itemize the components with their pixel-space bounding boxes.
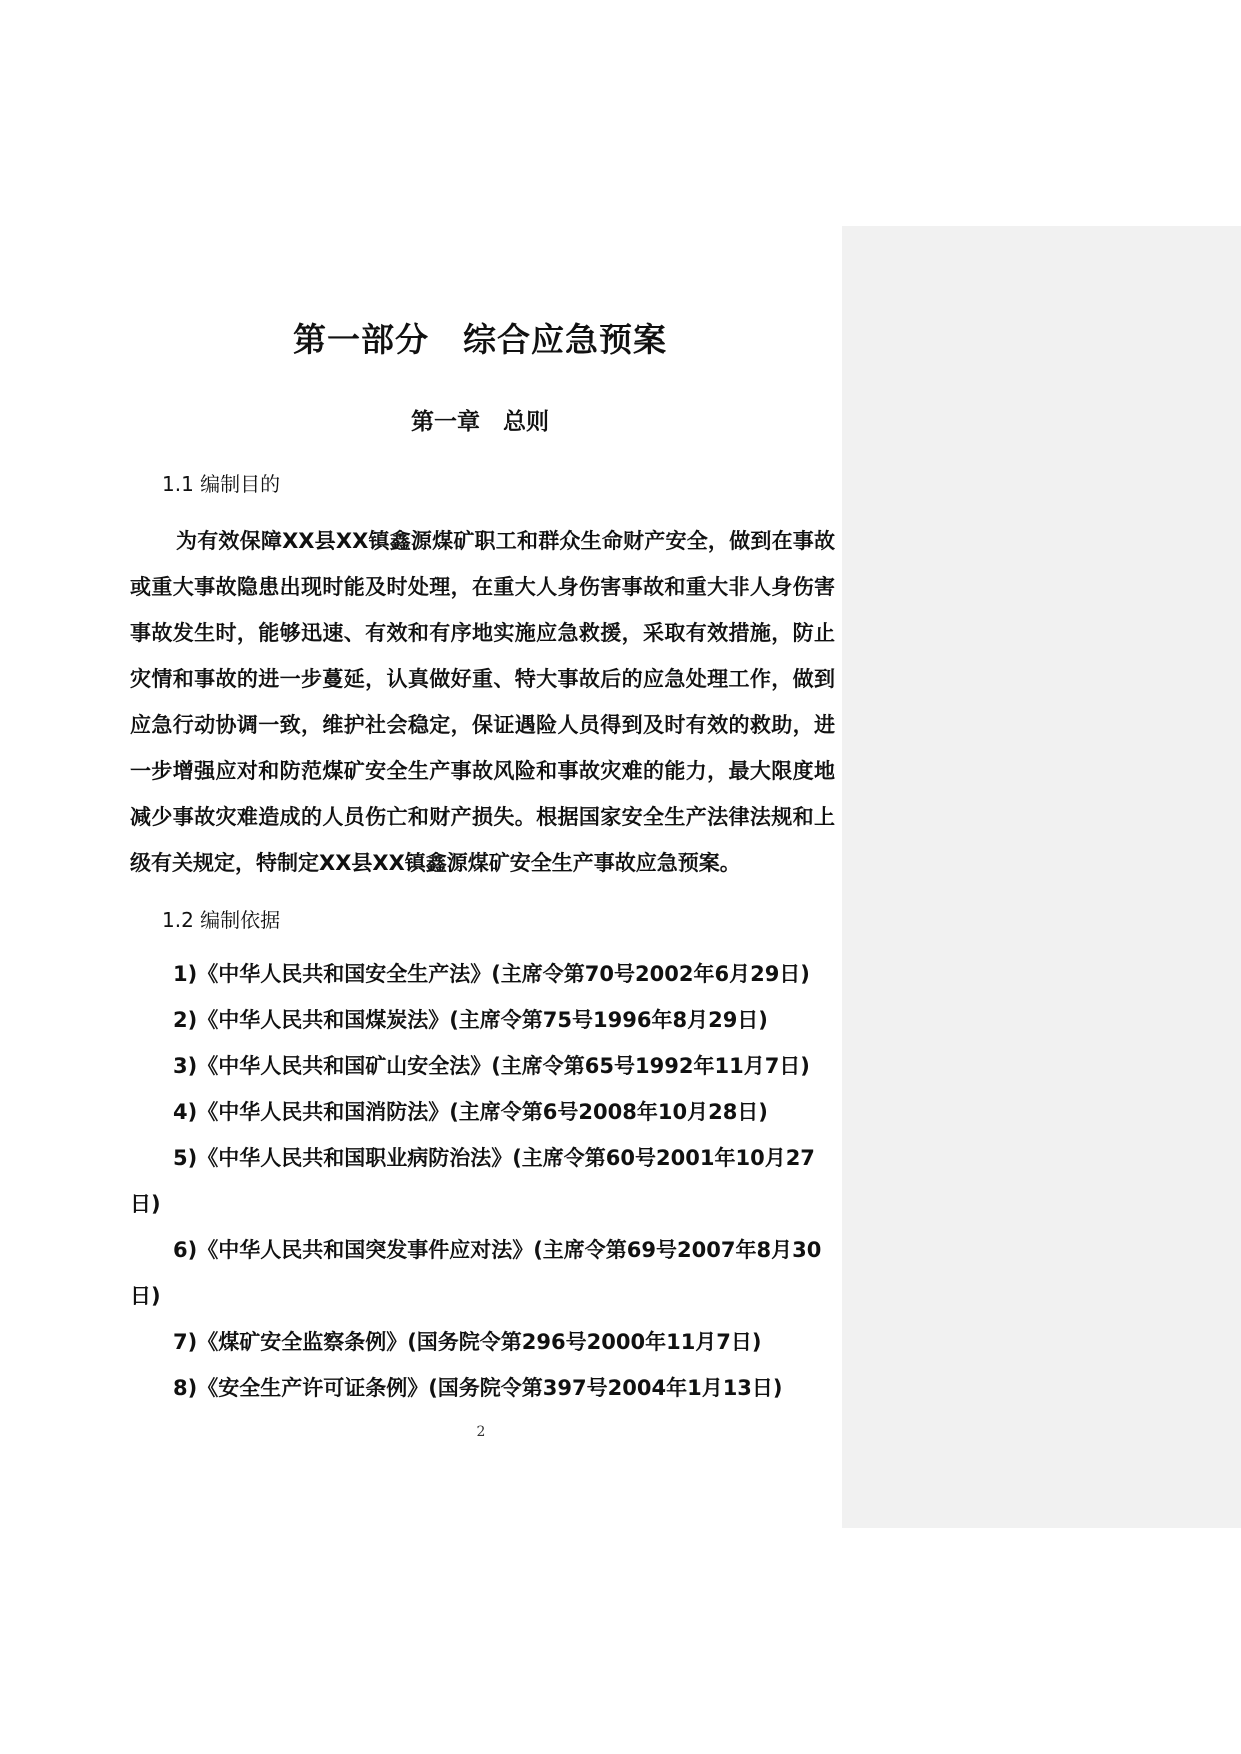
part-title: 第一部分 综合应急预案 (293, 320, 667, 359)
section-heading-1-1: 1.1 编制目的 (162, 472, 281, 496)
section-heading-1-2: 1.2 编制依据 (162, 908, 281, 932)
page-number: 2 (476, 1424, 486, 1440)
reference-item: 1)《中华人民共和国安全生产法》(主席令第70号2002年6月29日) (173, 962, 810, 986)
reference-item: 3)《中华人民共和国矿山安全法》(主席令第65号1992年11月7日) (173, 1054, 810, 1078)
reference-item: 7)《煤矿安全监察条例》(国务院令第296号2000年11月7日) (173, 1330, 762, 1354)
reference-item: 8)《安全生产许可证条例》(国务院令第397号2004年1月13日) (173, 1376, 783, 1400)
reference-item: 4)《中华人民共和国消防法》(主席令第6号2008年10月28日) (173, 1100, 768, 1124)
reference-item: 5)《中华人民共和国职业病防治法》(主席令第60号2001年10月27日) (130, 1146, 815, 1216)
reference-list (130, 951, 842, 1411)
chapter-title: 第一章 总则 (411, 409, 549, 435)
reference-item: 2)《中华人民共和国煤炭法》(主席令第75号1996年8月29日) (173, 1008, 768, 1032)
purpose-paragraph: 为有效保障XX县XX镇鑫源煤矿职工和群众生命财产安全，做到在事故或重大事故隐患出现时能及时处理，在重大人身伤害事故和重大非人身伤害事故发生时，能够迅速、有效和有序地实施应急救援，采取有效措施，防止灾情和事故的进一步蔓延，认真做好重、特大事故后的应急处理工作，做到应急行动协调一致，维护社会稳定，保证遇险人员得到及时有效的救助，进一步增强应对和防范煤矿安全生产事故风险和事故灾难的能力，最大限度地减少事故灾难造成的人员伤亡和财产损失。根据国家安全生产法律法规和上级有关规定，特制定XX县XX镇鑫源煤矿安全生产事故应急预案。 (130, 529, 835, 875)
reference-item: 6)《中华人民共和国突发事件应对法》(主席令第69号2007年8月30日) (130, 1238, 822, 1308)
